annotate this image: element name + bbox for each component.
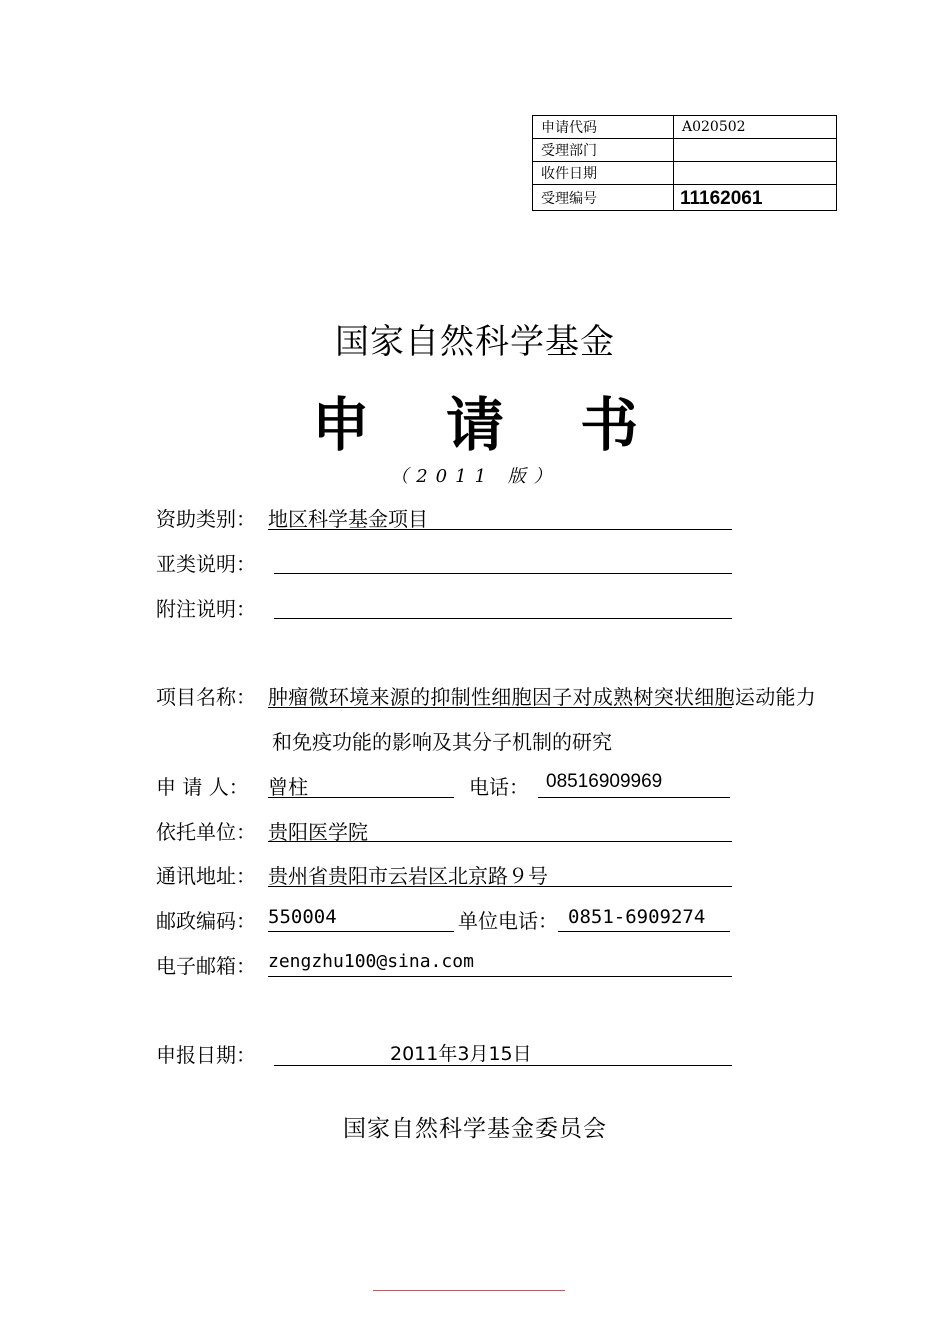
funding-category-underline bbox=[268, 529, 732, 530]
project-name-underline bbox=[268, 707, 732, 708]
subcategory-label: 亚类说明： bbox=[156, 552, 256, 576]
table-cell-label: 收件日期 bbox=[533, 162, 674, 185]
postcode-label: 邮政编码： bbox=[156, 909, 256, 933]
page-footer-divider bbox=[373, 1290, 565, 1291]
edition-label: （2011 版） bbox=[390, 466, 560, 487]
table-cell-value: A020502 bbox=[674, 116, 837, 139]
postcode-value: 550004 bbox=[268, 906, 337, 928]
funding-category-value: 地区科学基金项目 bbox=[268, 507, 428, 531]
apply-date-underline bbox=[274, 1065, 732, 1066]
address-label: 通讯地址： bbox=[156, 864, 256, 888]
phone-value: 08516909969 bbox=[546, 771, 663, 792]
applicant-underline bbox=[268, 797, 454, 798]
email-label: 电子邮箱： bbox=[156, 954, 256, 978]
email-value: zengzhu100@sina.com bbox=[268, 951, 474, 972]
document-type-title: 申 请 书 bbox=[311, 391, 667, 459]
address-value: 贵州省贵阳市云岩区北京路９号 bbox=[268, 864, 548, 888]
table-cell-label: 申请代码 bbox=[533, 116, 674, 139]
table-row bbox=[533, 185, 837, 211]
table-row bbox=[533, 139, 837, 162]
phone-label: 电话： bbox=[469, 775, 529, 799]
unit-phone-label: 单位电话： bbox=[458, 909, 558, 933]
table-cell-label: 受理编号 bbox=[533, 185, 674, 211]
issuing-organization: 国家自然科学基金委员会 bbox=[343, 1116, 607, 1142]
additional-note-label: 附注说明： bbox=[156, 597, 256, 621]
email-underline bbox=[268, 976, 732, 977]
apply-date-label: 申报日期： bbox=[156, 1043, 256, 1067]
institution-value: 贵阳医学院 bbox=[268, 820, 368, 844]
table-row bbox=[533, 116, 837, 139]
address-underline bbox=[268, 886, 732, 887]
table-row bbox=[533, 162, 837, 185]
applicant-label: 申 请 人： bbox=[156, 775, 249, 799]
foundation-title: 国家自然科学基金 bbox=[335, 322, 615, 362]
unit-phone-value: 0851-6909274 bbox=[568, 906, 706, 928]
project-name-line1: 肿瘤微环境来源的抑制性细胞因子对成熟树突状细胞运动能力 bbox=[268, 685, 817, 709]
table-cell-value bbox=[674, 139, 837, 162]
table-cell-value bbox=[674, 162, 837, 185]
table-cell-label: 受理部门 bbox=[533, 139, 674, 162]
unit-phone-underline bbox=[558, 931, 730, 932]
institution-label: 依托单位： bbox=[156, 820, 256, 844]
project-name-line2: 和免疫功能的影响及其分子机制的研究 bbox=[272, 730, 612, 754]
applicant-value: 曾柱 bbox=[268, 775, 308, 799]
subcategory-underline bbox=[274, 573, 732, 574]
phone-underline bbox=[538, 797, 730, 798]
acceptance-number: 11162061 bbox=[674, 185, 837, 211]
postcode-underline bbox=[268, 931, 454, 932]
project-name-label: 项目名称： bbox=[156, 685, 256, 709]
funding-category-label: 资助类别： bbox=[156, 507, 256, 531]
additional-note-underline bbox=[274, 618, 732, 619]
institution-underline bbox=[268, 841, 732, 842]
application-code-table bbox=[532, 115, 837, 211]
apply-date-value: 2011年3月15日 bbox=[390, 1043, 532, 1065]
